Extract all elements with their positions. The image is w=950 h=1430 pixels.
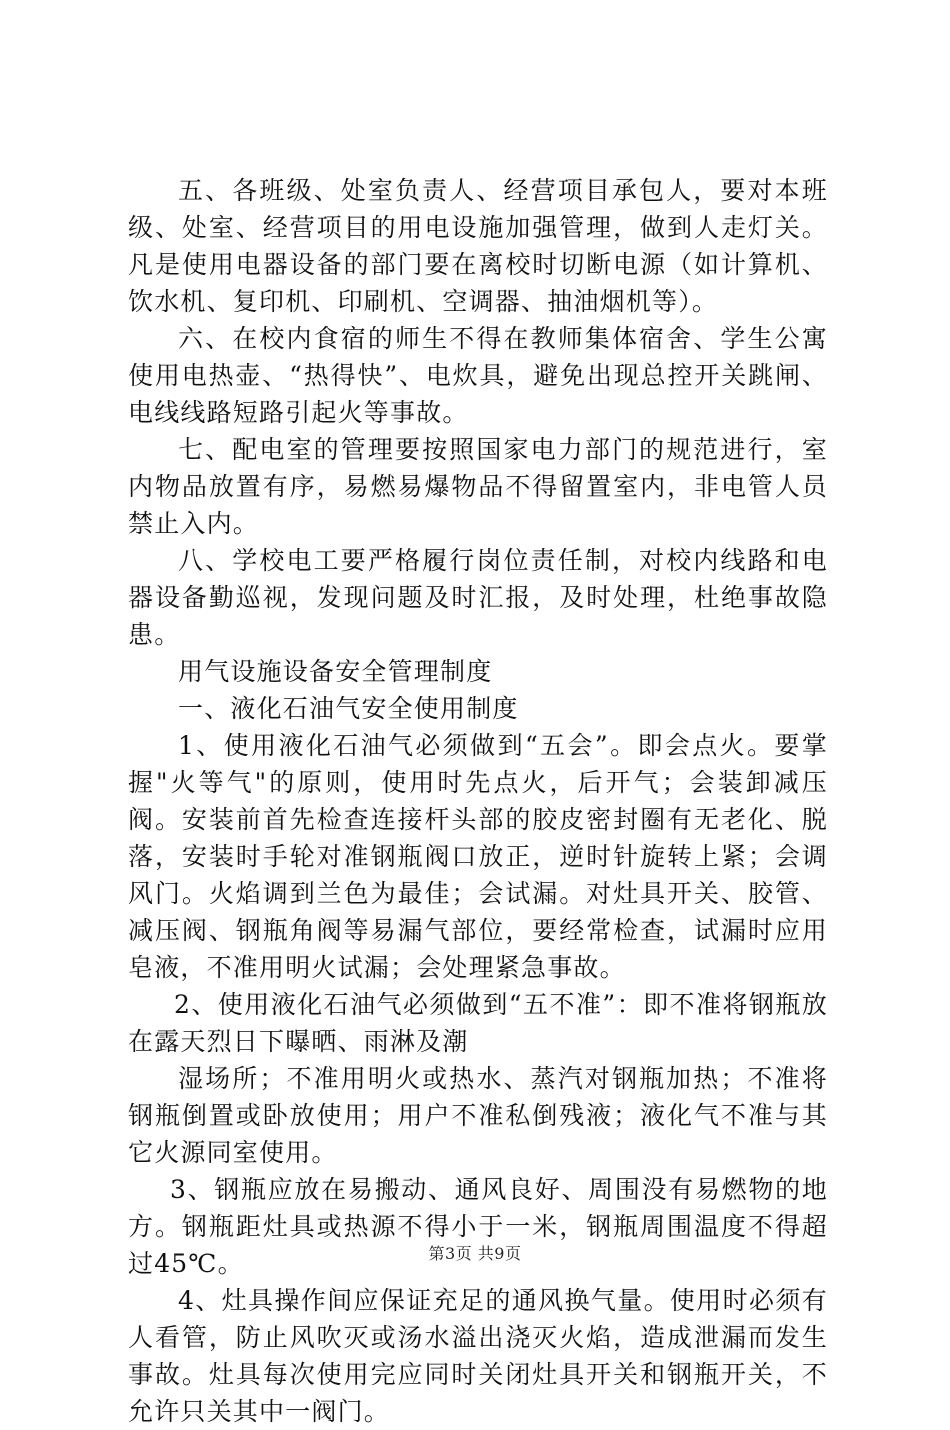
section-title-gas: 用气设施设备安全管理制度 [178, 657, 493, 686]
paragraph-electric-5: 五、各班级、处室负责人、经营项目承包人，要对本班级、处室、经营项目的用电设施加强管理，做到人走灯关。凡是使用电器设备的部门要在离校时切断电源（如计算机、饮水机、复印机、印刷机、空调器、抽油烟机等）。 [128, 176, 828, 316]
paragraph-lpg-4: 4、灶具操作间应保证充足的通风换气量。使用时必须有人看管，防止风吹灭或汤水溢出浇灭火焰，造成泄漏而发生事故。灶具每次使用完应同时关闭灶具开关和钢瓶开关，不允许只关其中一阀门。 [128, 1286, 828, 1426]
paragraph-electric-6: 六、在校内食宿的师生不得在教师集体宿舍、学生公寓使用电热壶、“热得快”、电炊具，避免出现总控开关跳闸、电线线路短路引起火等事故。 [128, 324, 828, 427]
paragraph-lpg-2: 2、使用液化石油气必须做到“五不准”：即不准将钢瓶放在露天烈日下曝晒、雨淋及潮 [128, 990, 828, 1056]
paragraph-lpg-3: 3、钢瓶应放在易搬动、通风良好、周围没有易燃物的地方。钢瓶距灶具或热源不得小于一米，钢瓶周围温度不得超过45℃。 [128, 1175, 828, 1278]
subsection-title-lpg: 一、液化石油气安全使用制度 [178, 694, 519, 723]
paragraph-lpg-2-continued: 湿场所；不准用明火或热水、蒸汽对钢瓶加热；不准将钢瓶倒置或卧放使用；用户不准私倒残液；液化气不准与其它火源同室使用。 [128, 1064, 828, 1167]
page-number-footer: 第3页 共9页 [428, 1244, 522, 1263]
paragraph-lpg-1: 1、使用液化石油气必须做到“五会”。即会点火。要掌握"火等气"的原则，使用时先点火，后开气；会装卸减压阀。安装前首先检查连接杆头部的胶皮密封圈有无老化、脱落，安装时手轮对准钢瓶阀口放正，逆时针旋转上紧；会调风门。火焰调到兰色为最佳；会试漏。对灶具开关、胶管、减压阀、钢瓶角阀等易漏气部位，要经常检查，试漏时应用皂液，不准用明火试漏；会处理紧急事故。 [128, 731, 828, 982]
paragraph-electric-7: 七、配电室的管理要按照国家电力部门的规范进行，室内物品放置有序，易燃易爆物品不得留置室内，非电管人员禁止入内。 [128, 435, 828, 538]
paragraph-electric-8: 八、学校电工要严格履行岗位责任制，对校内线路和电器设备勤巡视，发现问题及时汇报，及时处理，杜绝事故隐患。 [128, 546, 828, 649]
